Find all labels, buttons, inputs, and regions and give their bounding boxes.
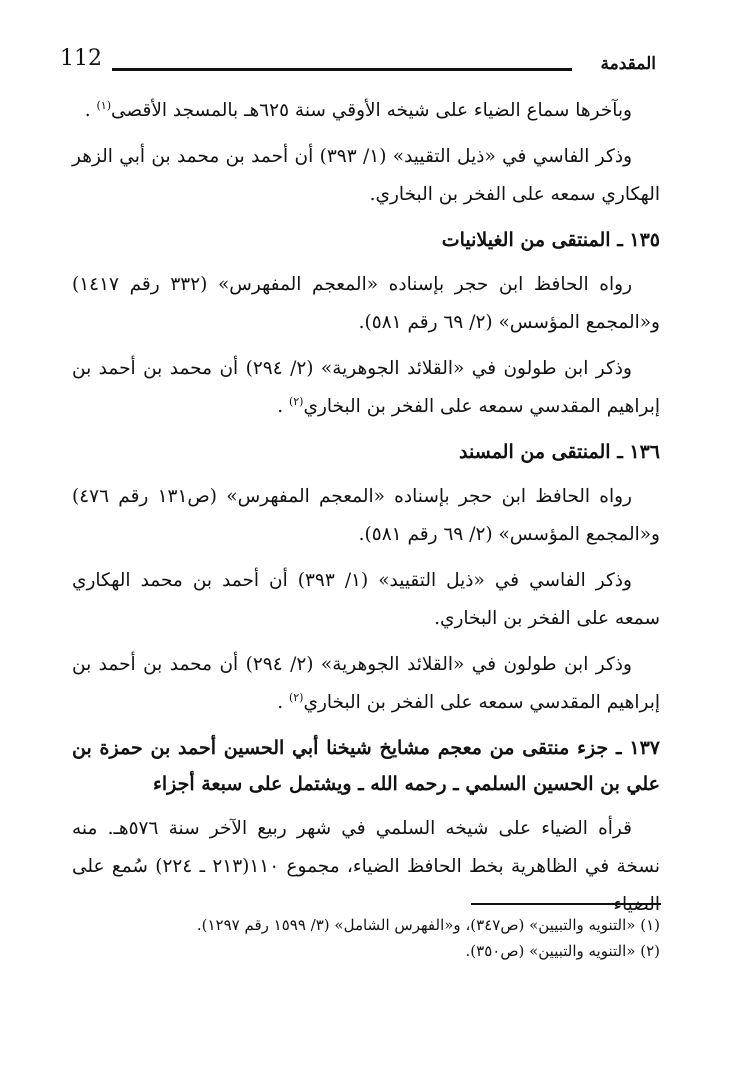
entry-heading: ١٣٧ ـ جزء منتقى من معجم مشايخ شيخنا أبي الحسين أحمد بن حمزة بن علي بن الحسين السلمي ـ رحمه الله ـ ويشتمل على سبعة أجزاء <box>72 737 660 795</box>
page-header <box>60 44 656 80</box>
paragraph: وذكر الفاسي في «ذيل التقييد» (١/ ٣٩٣) أن أحمد بن محمد بن أبي الزهر الهكاري سمعه على الفخر بن البخاري. <box>72 146 660 205</box>
paragraph: وذكر ابن طولون في «القلائد الجوهرية» (٢/ ٢٩٤) أن محمد بن أحمد بن إبراهيم المقدسي سمعه على الفخر بن البخاري$^{(٢)}$ . <box>72 654 660 713</box>
header-rule <box>112 68 572 71</box>
body-text <box>72 92 660 932</box>
footnotes <box>72 912 660 964</box>
footnote: (١) «التنويه والتبيين» (ص٣٤٧)، و«الفهرس الشامل» (٣/ ١٥٩٩ رقم ١٢٩٧). <box>196 916 660 934</box>
page-number: 112 <box>60 46 102 71</box>
paragraph: قرأه الضياء على شيخه السلمي في شهر ربيع الآخر سنة ٥٧٦هـ. منه نسخة في الظاهرية بخط الحافظ الضياء، مجموع ١١٠(٢١٣ ـ ٢٢٤) سُمع على الضياء <box>72 818 660 915</box>
paragraph: وذكر ابن طولون في «القلائد الجوهرية» (٢/ ٢٩٤) أن محمد بن أحمد بن إبراهيم المقدسي سمعه على الفخر بن البخاري$^{(٢)}$ . <box>72 358 660 417</box>
section-title: المقدمة <box>600 54 656 74</box>
entry-heading: ١٣٥ ـ المنتقى من الغيلانيات <box>441 229 660 251</box>
footnote-separator <box>471 903 661 905</box>
entry-heading: ١٣٦ ـ المنتقى من المسند <box>459 441 660 463</box>
paragraph: رواه الحافظ ابن حجر بإسناده «المعجم المفهرس» (٣٣٢ رقم ١٤١٧) و«المجمع المؤسس» (٢/ ٦٩ رقم ٥٨١). <box>72 274 660 333</box>
paragraph: وذكر الفاسي في «ذيل التقييد» (١/ ٣٩٣) أن أحمد بن محمد الهكاري سمعه على الفخر بن البخاري. <box>72 570 660 629</box>
paragraph: وبآخرها سماع الضياء على شيخه الأوقي سنة ٦٢٥هـ بالمسجد الأقصى$^{(١)}$ . <box>84 98 632 121</box>
footnote: (٢) «التنويه والتبيين» (ص٣٥٠). <box>465 942 660 960</box>
paragraph: رواه الحافظ ابن حجر بإسناده «المعجم المفهرس» (ص١٣١ رقم ٤٧٦) و«المجمع المؤسس» (٢/ ٦٩ رقم ٥٨١). <box>72 486 660 545</box>
